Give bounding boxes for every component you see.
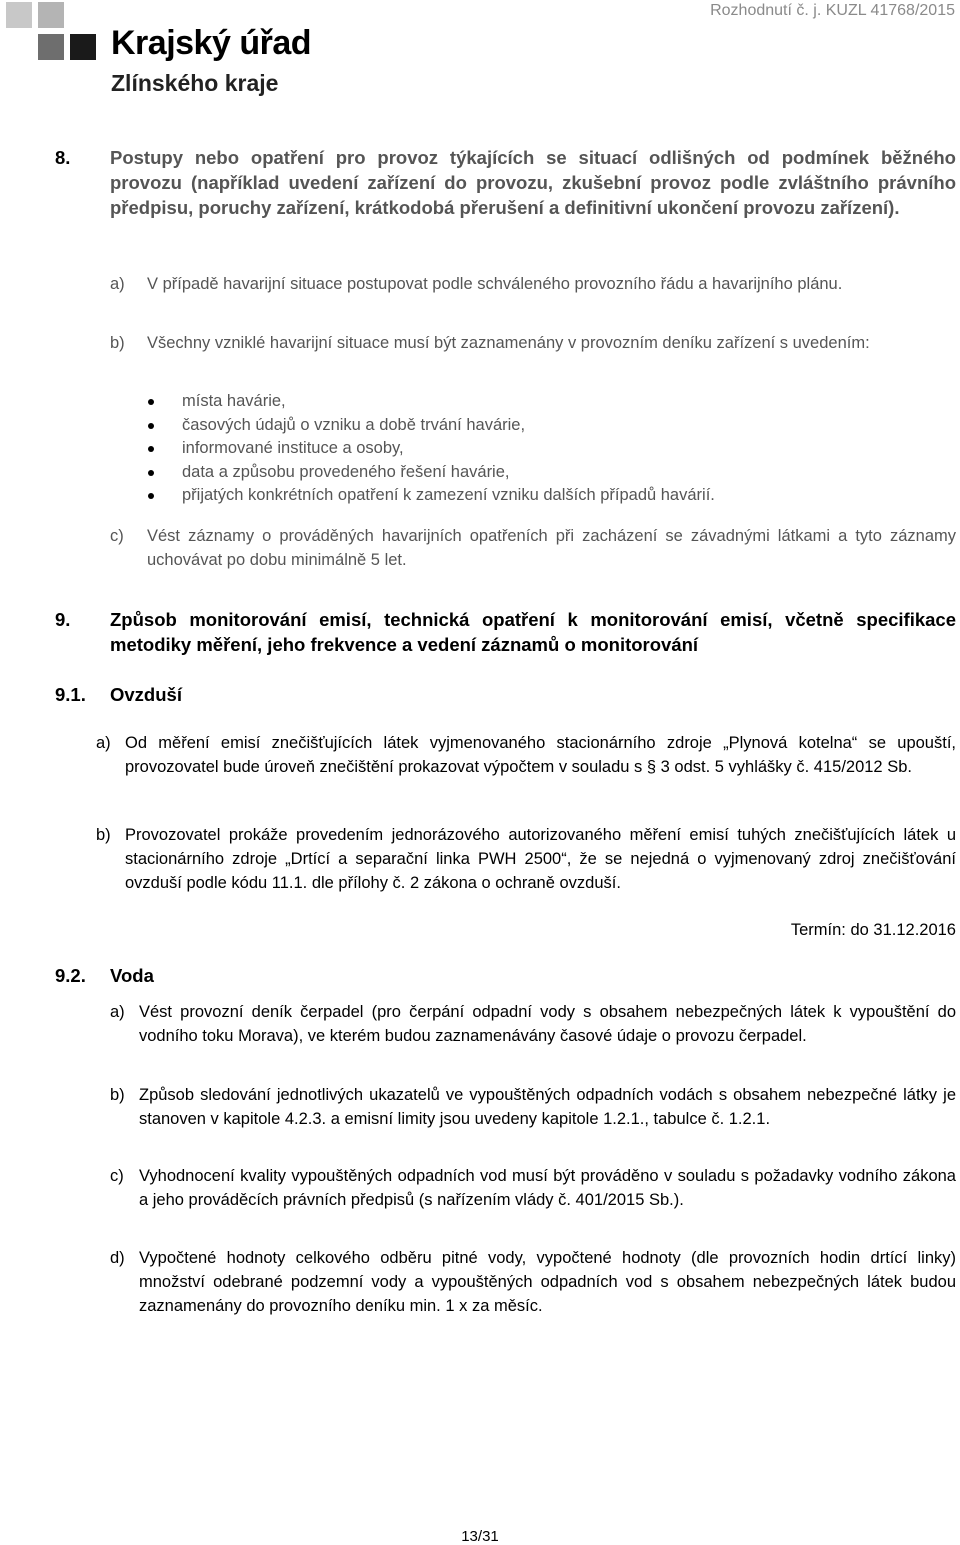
- s8-item-c-label: c): [110, 527, 124, 545]
- s8-item-b-text: Všechny vzniklé havarijní situace musí být zaznamenány v provozním deníku zařízení s uvedením:: [147, 334, 870, 352]
- s91-item-b-label: b): [96, 826, 111, 844]
- section-8-title: Postupy nebo opatření pro provoz týkajících se situací odlišných od podmínek běžného provozu (například uvedení zařízení do provozu, zkušební provoz podle zvláštního právního předpisu, poruchy zařízení, krátkodobá přerušení a definitivní ukončení provozu zařízení).: [110, 147, 956, 218]
- decision-reference: Rozhodnutí č. j. KUZL 41768/2015: [710, 2, 955, 19]
- s92-item-c-label: c): [110, 1167, 124, 1185]
- logo-square-light-2: [38, 2, 64, 28]
- page-number: 13/31: [461, 1528, 499, 1545]
- logo-title: Krajský úřad: [111, 24, 311, 62]
- section-9-1-title: Ovzduší: [110, 684, 182, 705]
- s91-item-a-label: a): [96, 734, 111, 752]
- section-9-number: 9.: [55, 609, 71, 630]
- section-9-2-title: Voda: [110, 965, 154, 986]
- s91-item-b-text: Provozovatel prokáže provedením jednorázového autorizovaného měření emisí tuhých znečišťujících látek u stacionárního zdroje „Drtící a separační linka PWH 2500“, že se nejedná o vyjmenovaný zdroj znečišťování ovzduší podle kódu 11.1. dle přílohy č. 2 zákona o ochraně ovzduší.: [125, 826, 956, 892]
- s8-item-a-text: V případě havarijní situace postupovat podle schváleného provozního řádu a havarijního plánu.: [147, 275, 843, 293]
- list-item: informované instituce a osoby,: [147, 437, 956, 461]
- s8-item-a-label: a): [110, 275, 125, 293]
- s92-item-d-text: Vypočtené hodnoty celkového odběru pitné vody, vypočtené hodnoty (dle provozních hodin drtící linky) množství odebrané podzemní vody a vypouštěných odpadních vod s obsahem nebezpečných látek budou zaznamenány do provozního deníku min. 1 x za měsíc.: [139, 1249, 956, 1315]
- list-item: časových údajů o vzniku a době trvání havárie,: [147, 414, 956, 438]
- logo-square-mid: [38, 34, 64, 60]
- s92-item-c-text: Vyhodnocení kvality vypouštěných odpadních vod musí být prováděno v souladu s požadavky vodního zákona a jeho prováděcích právních předpisů (s nařízením vlády č. 401/2015 Sb.).: [139, 1167, 956, 1209]
- s92-item-a-text: Vést provozní deník čerpadel (pro čerpání odpadní vody s obsahem nebezpečných látek k vypouštění do vodního toku Morava), ve kterém budou zaznamenávány časové údaje o provozu čerpadel.: [139, 1003, 956, 1045]
- s92-item-a-label: a): [110, 1003, 125, 1021]
- section-9-2-number: 9.2.: [55, 965, 86, 986]
- s92-item-b-label: b): [110, 1086, 125, 1104]
- s8-bullet-list: [147, 390, 956, 508]
- logo-square-light-1: [6, 2, 32, 28]
- s91-item-a-text: Od měření emisí znečišťujících látek vyjmenovaného stacionárního zdroje „Plynová kotelna“ se upouští, provozovatel bude úroveň znečištění prokazovat výpočtem v souladu s § 3 odst. 5 vyhlášky č. 415/2012 Sb.: [125, 734, 956, 776]
- logo: [0, 0, 320, 105]
- list-item: přijatých konkrétních opatření k zamezení vzniku dalších případů havárií.: [147, 484, 956, 508]
- term-deadline: Termín: do 31.12.2016: [790, 921, 956, 939]
- s92-item-b-text: Způsob sledování jednotlivých ukazatelů ve vypouštěných odpadních vodách s obsahem nebezpečné látky je stanoven v kapitole 4.2.3. a emisní limity jsou uvedeny kapitole 1.2.1., tabulce č. 1.2.1.: [139, 1086, 956, 1128]
- logo-subtitle: Zlínského kraje: [111, 70, 279, 96]
- section-8-number: 8.: [55, 147, 71, 168]
- logo-square-dark: [70, 34, 96, 60]
- list-item: data a způsobu provedeného řešení havárie,: [147, 461, 956, 485]
- s8-item-c-text: Vést záznamy o prováděných havarijních opatřeních při zacházení se závadnými látkami a tyto záznamy uchovávat po dobu minimálně 5 let.: [147, 527, 956, 569]
- section-9-title: Způsob monitorování emisí, technická opatření k monitorování emisí, včetně specifikace metodiky měření, jeho frekvence a vedení záznamů o monitorování: [110, 609, 956, 655]
- list-item: místa havárie,: [147, 390, 956, 414]
- section-9-1-number: 9.1.: [55, 684, 86, 705]
- s8-item-b-label: b): [110, 334, 125, 352]
- s92-item-d-label: d): [110, 1249, 125, 1267]
